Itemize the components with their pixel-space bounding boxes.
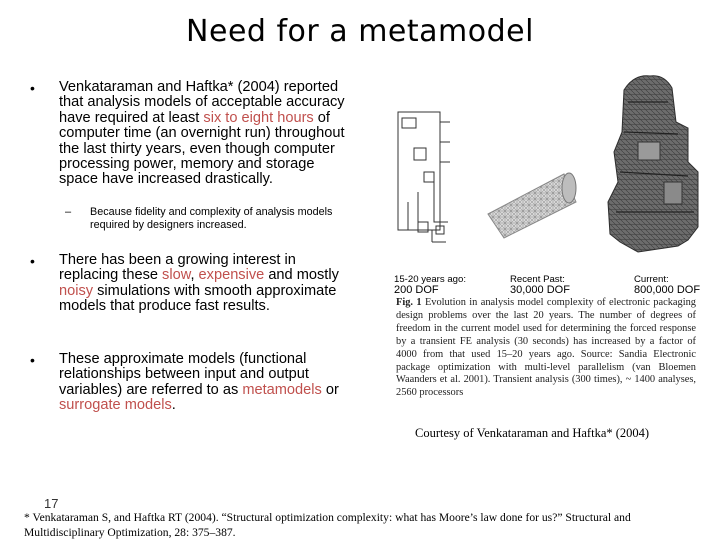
bullet-marker: • (30, 253, 35, 269)
bullet-3-text (59, 352, 351, 414)
bullet-3-text-pre: These approximate models (functional relationships between input and output variables) are referred to as (59, 351, 309, 398)
label-past-title: 15-20 years ago: (394, 274, 466, 285)
schematic-diagram (398, 112, 450, 242)
sub-bullet-marker: – (65, 206, 72, 218)
label-past-dof: 200 DOF (394, 284, 439, 296)
bullet-1-highlight: six to eight hours (203, 109, 314, 126)
bullet-2-sep: , (190, 267, 199, 284)
bullet-2-text-post: simulations with smooth approximate models that produce fast results. (59, 282, 337, 315)
bullet-2-sep: and mostly (264, 267, 339, 284)
label-past (394, 274, 466, 296)
bullet-1-text (59, 80, 349, 188)
bullet-2-text (59, 253, 339, 315)
figure-illustration (388, 52, 706, 292)
footnote-reference: * Venkataraman S, and Haftka RT (2004). “Structural optimization complexity: what has Moore’s law done for us?” Structural and Multidisciplinary Optimization, 28: 375–387. (24, 511, 631, 539)
bullet-3-highlight-metamodels: metamodels (242, 381, 322, 398)
caption-text: Evolution in analysis model complexity of electronic packaging design problems over the last 20 years. The number of degrees of freedom in the current model used for determining the forced response by a transient FE analysis (30 seconds) has increased by a factor of 4000 from that used 15–20 years ago. Source: Sandia Electronic package optimization with multi-level parallelism (van Bloemen Waanders et al. 2001). Transient analysis (300 times), ~ 1400 analyses, 2560 processors (396, 297, 696, 399)
bullet-marker: • (30, 352, 35, 368)
slide-number: 17 (44, 496, 59, 511)
bullet-2-highlight-noisy: noisy (59, 282, 94, 299)
label-current-dof: 800,000 DOF (634, 284, 701, 296)
caption-figure-label: Fig. 1 (396, 297, 422, 308)
label-recent-dof: 30,000 DOF (510, 284, 570, 296)
past-model-image (488, 173, 576, 238)
label-recent (510, 274, 570, 296)
label-current-title: Current: (634, 274, 669, 285)
bullet-marker: • (30, 80, 35, 96)
bullet-2-highlight-expensive: expensive (198, 267, 265, 284)
courtesy-line: Courtesy of Venkataraman and Haftka* (2004) (415, 426, 650, 440)
bullet-3-sep: or (321, 381, 339, 398)
bullet-3-highlight-surrogate: surrogate models (59, 397, 172, 414)
bullet-3-text-post: . (171, 397, 176, 414)
bullet-1-text-pre: Venkataraman and Haftka* (2004) reported that analysis models of acceptable accuracy have required at least (59, 79, 345, 126)
figure-caption (396, 297, 696, 400)
bullet-1-text-post: of computer time (an overnight run) throughout the last thirty years, even though computer processing power, memory and storage space have increased drastically. (59, 109, 345, 188)
label-recent-title: Recent Past: (510, 274, 565, 285)
bullet-2-highlight-slow: slow (162, 267, 191, 284)
sub-bullet-text: Because fidelity and complexity of analysis models required by designers increased. (90, 206, 333, 231)
slide-title: Need for a metamodel (186, 14, 534, 49)
bullet-2-text-pre: There has been a growing interest in replacing these (59, 252, 296, 284)
current-model-image (608, 76, 698, 252)
label-current (634, 274, 700, 296)
